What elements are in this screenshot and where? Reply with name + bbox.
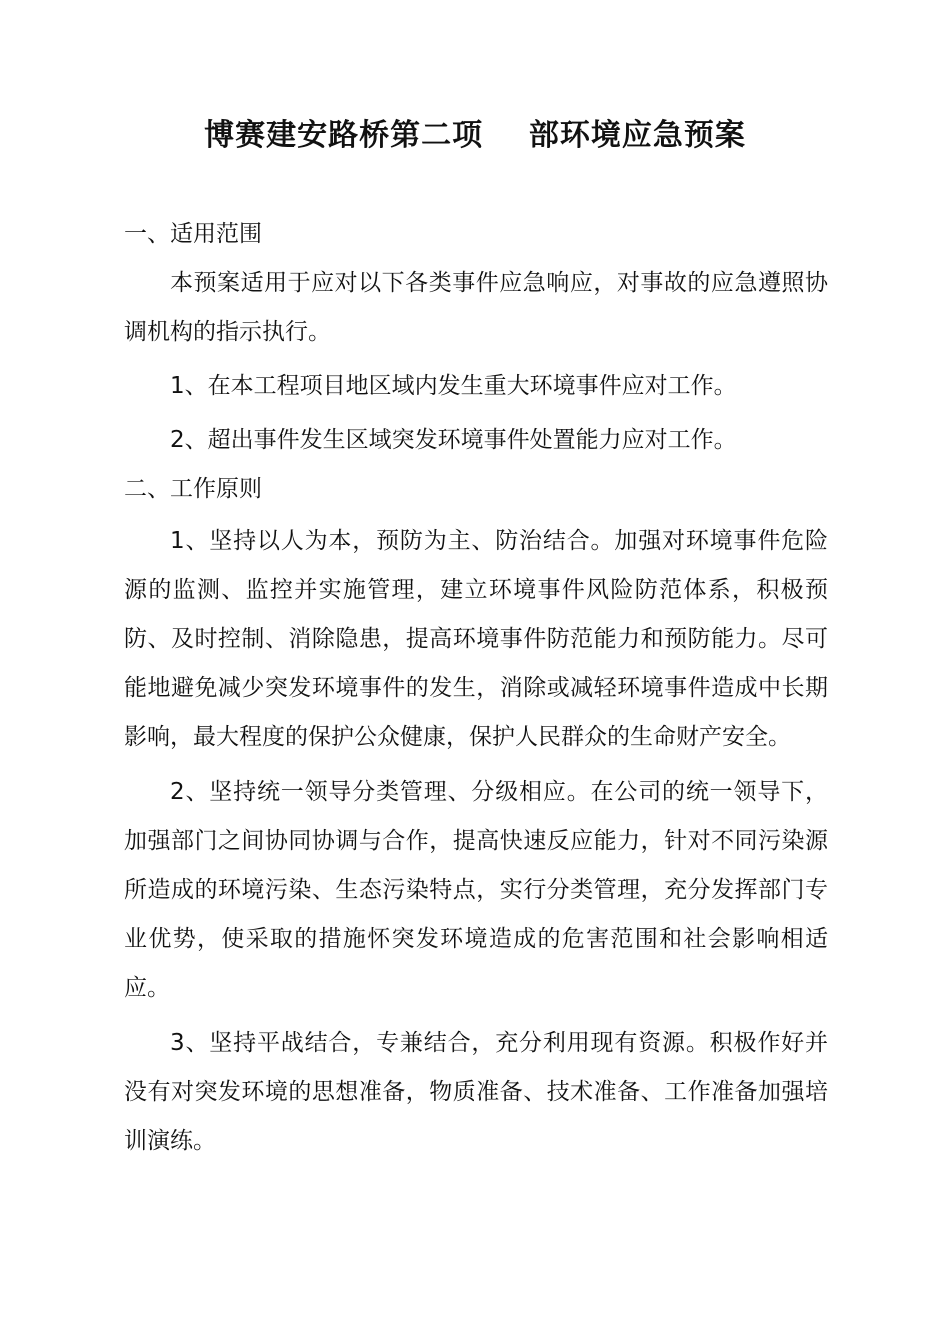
paragraph: 1、坚持以人为本，预防为主、防治结合。加强对环境事件危险源的监测、监控并实施管理，建立环境事件风险防范体系，积极预防、及时控制、消除隐患，提高环境事件防范能力和预防能力。尽可能地避免减少突发环境事件的发生，消除或减轻环境事件造成中长期影响，最大程度的保护公众健康，保护人民群众的生命财产安全。 [124,528,828,750]
document-body [124,210,828,1166]
section-heading: 一、适用范围 [124,221,262,247]
section-heading: 二、工作原则 [124,476,262,502]
document-title: 博赛建安路桥第二项 部环境应急预案 [204,118,746,153]
section-scope [124,210,828,465]
paragraph: 2、超出事件发生区域突发环境事件处置能力应对工作。 [170,427,737,453]
paragraph: 本预案适用于应对以下各类事件应急响应，对事故的应急遵照协调机构的指示执行。 [124,270,828,345]
section-principles [124,465,828,1166]
paragraph: 2、坚持统一领导分类管理、分级相应。在公司的统一领导下，加强部门之间协同协调与合作，提高快速反应能力，针对不同污染源所造成的环境污染、生态污染特点，实行分类管理，充分发挥部门专业优势，使采取的措施怀突发环境造成的危害范围和社会影响相适应。 [124,779,828,1001]
paragraph: 1、在本工程项目地区域内发生重大环境事件应对工作。 [170,373,737,399]
paragraph: 3、坚持平战结合，专兼结合，充分利用现有资源。积极作好并没有对突发环境的思想准备，物质准备、技术准备、工作准备加强培训演练。 [124,1030,828,1154]
